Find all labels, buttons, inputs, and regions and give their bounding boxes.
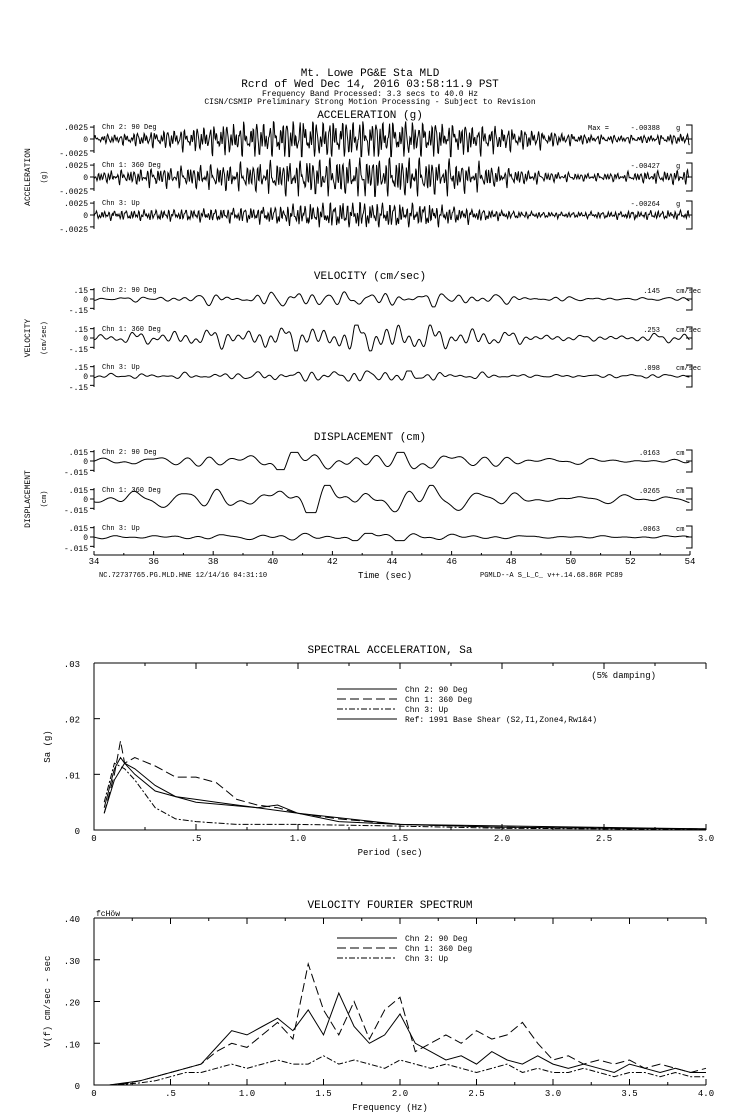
y-tick-label: -.015 bbox=[63, 469, 88, 478]
panel-ylabel: DISPLACEMENT bbox=[24, 470, 33, 528]
channel-label: Chn 1: 360 Deg bbox=[102, 162, 161, 170]
y-tick-label: -.0025 bbox=[59, 150, 88, 159]
x-tick-label: .5 bbox=[165, 1089, 176, 1099]
legend-label: Chn 1: 360 Deg bbox=[405, 945, 473, 954]
max-value: .145 bbox=[643, 288, 660, 296]
max-unit: cm bbox=[676, 526, 685, 534]
max-value: .098 bbox=[643, 365, 660, 373]
y-tick-label: .015 bbox=[68, 449, 88, 458]
x-axis-title: Time (sec) bbox=[357, 571, 413, 581]
damping-note: (5% damping) bbox=[591, 671, 656, 681]
max-unit: cm bbox=[676, 450, 685, 458]
x-tick-label: 38 bbox=[207, 557, 219, 567]
y-tick-label: 0 bbox=[83, 496, 88, 505]
y-tick-label: .03 bbox=[63, 660, 80, 670]
y-tick-label: .15 bbox=[73, 287, 88, 296]
waveform-line bbox=[94, 371, 689, 381]
y-tick-label: .015 bbox=[68, 525, 88, 534]
waveform-line bbox=[94, 533, 689, 540]
record-time: Rcrd of Wed Dec 14, 2016 03:58:11.9 PST bbox=[241, 79, 499, 91]
panel-displacement bbox=[24, 432, 692, 554]
channel-label: Chn 2: 90 Deg bbox=[102, 287, 157, 295]
waveform-line bbox=[94, 292, 689, 307]
panel-title: DISPLACEMENT (cm) bbox=[313, 432, 427, 444]
y-axis-title: Sa (g) bbox=[43, 730, 53, 763]
y-tick-label: .0025 bbox=[63, 162, 88, 171]
y-tick-label: 0 bbox=[83, 174, 88, 183]
panel-ylabel: VELOCITY bbox=[24, 318, 33, 358]
y-tick-label: 0 bbox=[83, 534, 88, 543]
waveform-line bbox=[94, 325, 689, 351]
footer-right: PGMLD--A S_L_C_ v++.14.68.86R PC89 bbox=[480, 572, 623, 580]
x-tick-label: 1.0 bbox=[289, 834, 307, 844]
x-tick-label: 48 bbox=[505, 557, 517, 567]
frequency-band: Frequency Band Processed: 3.3 secs to 40.0 Hz bbox=[261, 90, 479, 99]
channel-trace bbox=[64, 485, 692, 516]
channel-trace bbox=[69, 287, 701, 316]
channel-label: Chn 1: 360 Deg bbox=[102, 326, 161, 334]
time-series-panels bbox=[24, 110, 701, 581]
x-tick-label: 0 bbox=[91, 834, 97, 844]
waveform-line bbox=[94, 203, 689, 228]
x-tick-label: 1.5 bbox=[391, 834, 409, 844]
x-tick-label: 50 bbox=[565, 557, 577, 567]
y-tick-label: 0 bbox=[83, 296, 88, 305]
max-value: .0265 bbox=[638, 488, 660, 496]
channel-label: Chn 2: 90 Deg bbox=[102, 124, 157, 132]
x-tick-label: 3.0 bbox=[697, 834, 715, 844]
x-tick-label: 54 bbox=[684, 557, 696, 567]
x-tick-label: .5 bbox=[190, 834, 202, 844]
max-value: -.00388 bbox=[630, 125, 660, 133]
x-tick-label: 4.0 bbox=[697, 1089, 715, 1099]
x-tick-label: 0 bbox=[91, 1089, 97, 1099]
channel-label: Chn 3: Up bbox=[102, 200, 140, 208]
waveform-line bbox=[94, 485, 689, 512]
channel-label: Chn 3: Up bbox=[102, 525, 140, 533]
x-tick-label: 40 bbox=[267, 557, 279, 567]
x-tick-label: 2.5 bbox=[468, 1089, 485, 1099]
panel-ylabel: ACCELERATION bbox=[24, 148, 33, 206]
x-axis-title: Period (sec) bbox=[357, 848, 423, 858]
time-axis bbox=[89, 551, 696, 581]
x-tick-label: 1.0 bbox=[238, 1089, 256, 1099]
x-tick-label: 1.5 bbox=[315, 1089, 332, 1099]
channel-trace bbox=[64, 449, 692, 478]
x-tick-label: 34 bbox=[88, 557, 100, 567]
x-tick-label: 36 bbox=[148, 557, 160, 567]
chart-title: VELOCITY FOURIER SPECTRUM bbox=[307, 900, 473, 912]
x-tick-label: 2.5 bbox=[595, 834, 613, 844]
max-value: .0063 bbox=[638, 526, 660, 534]
y-tick-label: 0 bbox=[83, 373, 88, 382]
y-tick-label: .015 bbox=[68, 487, 88, 496]
x-tick-label: 52 bbox=[624, 557, 636, 567]
station-title: Mt. Lowe PG&E Sta MLD bbox=[300, 68, 440, 80]
y-tick-label: 0 bbox=[83, 212, 88, 221]
legend-label: Ref: 1991 Base Shear (S2,I1,Zone4,Rw1&4) bbox=[405, 716, 598, 725]
legend-label: Chn 2: 90 Deg bbox=[405, 686, 468, 695]
channel-trace bbox=[59, 158, 692, 197]
panel-velocity bbox=[24, 271, 701, 393]
y-tick-label: -.15 bbox=[68, 346, 88, 355]
legend-label: Chn 1: 360 Deg bbox=[405, 696, 473, 705]
panel-title: VELOCITY (cm/sec) bbox=[313, 271, 427, 283]
panel-acceleration bbox=[24, 110, 692, 235]
max-unit: g bbox=[676, 125, 681, 133]
spectral-acceleration-chart bbox=[43, 645, 714, 858]
y-tick-label: .02 bbox=[63, 715, 80, 726]
max-value: -.00427 bbox=[630, 163, 660, 171]
y-tick-label: -.15 bbox=[68, 307, 88, 316]
max-unit: cm bbox=[676, 488, 685, 496]
series-line bbox=[104, 741, 706, 829]
series-line bbox=[104, 763, 706, 829]
y-tick-label: .0025 bbox=[63, 200, 88, 209]
chart-title: SPECTRAL ACCELERATION, Sa bbox=[307, 645, 473, 657]
y-tick-label: 0 bbox=[74, 1082, 80, 1092]
max-unit: cm/sec bbox=[676, 327, 702, 335]
max-value: .253 bbox=[643, 327, 660, 335]
panel-unit-label: (cm/sec) bbox=[41, 321, 49, 355]
y-tick-label: .0025 bbox=[63, 124, 88, 133]
x-tick-label: 42 bbox=[326, 557, 338, 567]
channel-label: Chn 3: Up bbox=[102, 364, 140, 372]
processing-note: CISN/CSMIP Preliminary Strong Motion Processing - Subject to Revision bbox=[204, 98, 536, 107]
x-tick-label: 3.0 bbox=[544, 1089, 562, 1099]
y-tick-label: -.015 bbox=[63, 507, 88, 516]
max-unit: g bbox=[676, 163, 681, 171]
waveform-line bbox=[94, 452, 689, 469]
y-tick-label: 0 bbox=[83, 136, 88, 145]
panel-unit-label: (g) bbox=[41, 170, 49, 184]
max-unit: cm/sec bbox=[676, 288, 702, 296]
y-tick-label: .15 bbox=[73, 364, 88, 373]
y-tick-label: -.15 bbox=[68, 384, 88, 393]
channel-label: Chn 2: 90 Deg bbox=[102, 449, 157, 457]
legend-label: Chn 3: Up bbox=[405, 706, 449, 715]
channel-trace bbox=[69, 325, 701, 355]
legend-label: Chn 2: 90 Deg bbox=[405, 935, 468, 944]
y-axis-title: V(f) cm/sec - sec bbox=[43, 955, 53, 1048]
x-tick-label: 3.5 bbox=[621, 1089, 638, 1099]
y-tick-label: -.0025 bbox=[59, 226, 88, 235]
y-tick-label: .15 bbox=[73, 326, 88, 335]
velocity-fourier-chart bbox=[43, 900, 714, 1113]
max-value: -.00264 bbox=[630, 201, 660, 209]
max-unit: cm/sec bbox=[676, 365, 702, 373]
max-unit: g bbox=[676, 201, 681, 209]
y-tick-label: -.0025 bbox=[59, 188, 88, 197]
x-tick-label: 46 bbox=[446, 557, 458, 567]
x-tick-label: 2.0 bbox=[493, 834, 511, 844]
channel-trace bbox=[59, 200, 692, 235]
y-tick-label: .40 bbox=[63, 915, 80, 925]
x-tick-label: 44 bbox=[386, 557, 398, 567]
report-header bbox=[204, 68, 535, 107]
x-axis-title: Frequency (Hz) bbox=[352, 1103, 428, 1113]
y-tick-label: .30 bbox=[63, 956, 80, 967]
panel-unit-label: (cm) bbox=[41, 490, 49, 508]
legend-label: Chn 3: Up bbox=[405, 955, 449, 964]
series-line bbox=[104, 763, 706, 829]
y-tick-label: 0 bbox=[83, 458, 88, 467]
panel-title: ACCELERATION (g) bbox=[317, 110, 423, 122]
corner-label: fcHöw bbox=[96, 910, 121, 919]
channel-trace bbox=[64, 525, 692, 554]
y-tick-label: .01 bbox=[63, 771, 80, 782]
y-tick-label: .20 bbox=[63, 998, 80, 1009]
axes bbox=[94, 663, 706, 830]
channel-trace bbox=[69, 364, 701, 393]
y-tick-label: 0 bbox=[74, 827, 80, 837]
y-tick-label: -.015 bbox=[63, 545, 88, 554]
series-line bbox=[104, 758, 706, 829]
max-label: Max = bbox=[588, 125, 610, 133]
channel-trace bbox=[59, 121, 692, 159]
channel-label: Chn 1: 360 Deg bbox=[102, 487, 161, 495]
series-line bbox=[94, 964, 706, 1085]
x-tick-label: 2.0 bbox=[391, 1089, 409, 1099]
y-tick-label: .10 bbox=[63, 1040, 80, 1051]
y-tick-label: 0 bbox=[83, 335, 88, 344]
axes bbox=[94, 918, 706, 1085]
series-line bbox=[94, 993, 706, 1085]
max-value: .0163 bbox=[638, 450, 660, 458]
footer-left: NC.72737765.PG.MLD.HNE 12/14/16 04:31:10 bbox=[99, 572, 268, 580]
waveform-line bbox=[94, 158, 689, 197]
